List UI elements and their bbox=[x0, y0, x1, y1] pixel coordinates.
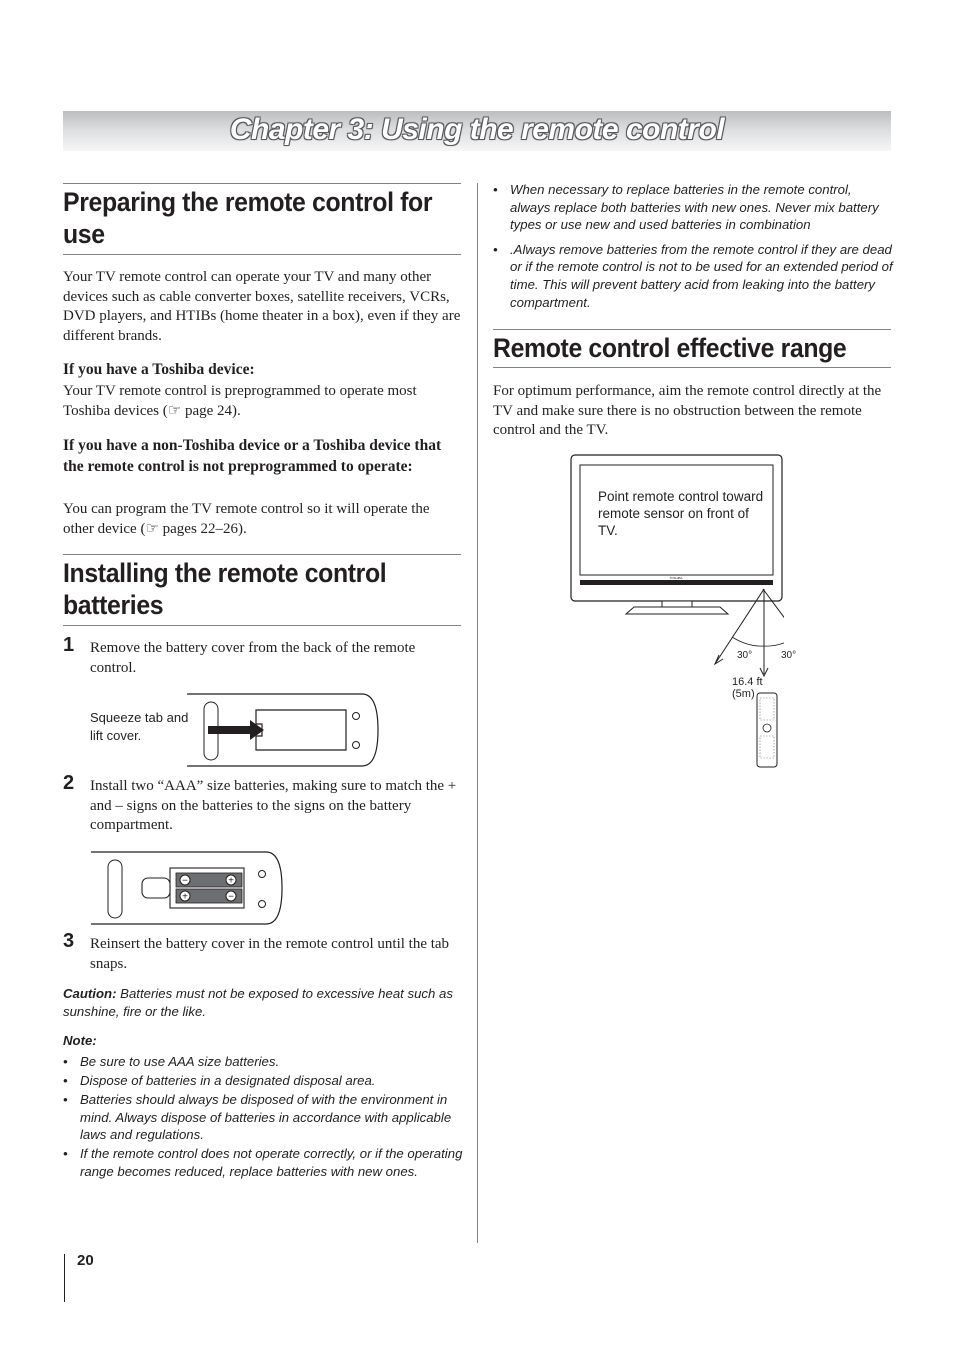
preparing-intro: Your TV remote control can operate your TV and many other devices such as cable converter boxes, satellite receivers, VCRs, DVD players, and HTIBs (home theater in a box), even if they are different brands. bbox=[63, 269, 461, 344]
battery-notes-list bbox=[493, 181, 893, 311]
range-text: For optimum performance, aim the remote control directly at the TV and make sure there is no obstruction between the remote control and the TV. bbox=[493, 383, 882, 438]
note-item bbox=[63, 1091, 463, 1144]
step-text: Install two “AAA” size batteries, making sure to match the + and – signs on the batteries to the signs on the battery compartment. bbox=[90, 778, 457, 833]
svg-text:+: + bbox=[182, 891, 188, 903]
section-rule bbox=[63, 554, 461, 555]
chapter-banner bbox=[63, 111, 891, 151]
non-toshiba-heading: If you have a non-Toshiba device or a Toshiba device that the remote control is not preprogrammed to operate: bbox=[63, 437, 442, 475]
installing-title: Installing the remote control batteries bbox=[63, 558, 387, 620]
step-number: 2 bbox=[63, 772, 75, 794]
svg-text:+: + bbox=[228, 875, 234, 887]
step-text: Reinsert the battery cover in the remote control until the tab snaps. bbox=[90, 936, 450, 972]
note-item bbox=[63, 1145, 463, 1180]
note-item bbox=[493, 241, 893, 311]
tv-brand-mark: TOSHIBA bbox=[669, 576, 683, 580]
column-divider bbox=[477, 183, 478, 1243]
non-toshiba-text: You can program the TV remote control so it will operate the other device (☞ pages 22–26). bbox=[63, 501, 430, 537]
step-text: Remove the battery cover from the back of the remote control. bbox=[90, 640, 416, 676]
chapter-title: Chapter 3: Using the remote control bbox=[229, 113, 725, 146]
note-text: Be sure to use AAA size batteries. bbox=[80, 1054, 280, 1069]
tv-screen-caption: Point remote control toward remote sensor on front of TV. bbox=[598, 489, 764, 538]
section-rule bbox=[63, 625, 461, 626]
bullet: • bbox=[493, 241, 498, 257]
range-title: Remote control effective range bbox=[493, 333, 847, 363]
caution-text: Batteries must not be exposed to excessive heat such as sunshine, fire or the like. bbox=[63, 986, 453, 1019]
preparing-heading bbox=[63, 186, 483, 250]
page-number: 20 bbox=[77, 1252, 94, 1269]
angle-right-label: 30° bbox=[781, 650, 797, 661]
range-figure bbox=[570, 454, 797, 774]
note-text: .Always remove batteries from the remote control if they are dead or if the remote control is not to be used for an extended period of time. This will prevent battery acid from leaking into the battery compartment. bbox=[510, 241, 893, 310]
note-list bbox=[63, 1053, 463, 1181]
note-item bbox=[493, 181, 893, 234]
page-number-rule bbox=[64, 1254, 65, 1302]
installing-heading bbox=[63, 557, 483, 621]
battery-compartment-illustration bbox=[90, 850, 286, 926]
svg-text:−: − bbox=[228, 891, 234, 903]
step-number: 1 bbox=[63, 634, 75, 656]
distance-label: 16.4 ft (5m) bbox=[732, 676, 763, 700]
caution-paragraph bbox=[63, 985, 461, 1020]
bullet: • bbox=[63, 1054, 68, 1069]
svg-text:−: − bbox=[182, 875, 188, 887]
bullet: • bbox=[63, 1146, 68, 1162]
bullet: • bbox=[493, 182, 498, 197]
note-text: If the remote control does not operate correctly, or if the operating range becomes reduced, replace batteries with new ones. bbox=[80, 1146, 463, 1180]
caution-label: Caution: bbox=[63, 986, 117, 1001]
preparing-title: Preparing the remote control for use bbox=[63, 187, 433, 249]
section-rule bbox=[63, 254, 461, 255]
note-item bbox=[63, 1072, 463, 1090]
section-rule bbox=[493, 367, 891, 368]
toshiba-heading: If you have a Toshiba device: bbox=[63, 361, 255, 378]
note-label: Note: bbox=[63, 1033, 97, 1048]
note-text: When necessary to replace batteries in the remote control, always replace both batteries with new ones. Never mix battery types or use new and used batteries in combination bbox=[510, 182, 879, 233]
range-heading bbox=[493, 332, 913, 364]
bullet: • bbox=[63, 1073, 68, 1089]
step-number: 3 bbox=[63, 930, 75, 952]
section-rule bbox=[493, 329, 891, 330]
section-rule bbox=[63, 183, 461, 184]
note-text: Dispose of batteries in a designated disposal area. bbox=[80, 1073, 376, 1089]
angle-left-label: 30° bbox=[737, 650, 753, 661]
note-item bbox=[63, 1053, 463, 1071]
toshiba-text: Your TV remote control is preprogrammed to operate most Toshiba devices (☞ page 24). bbox=[63, 383, 417, 419]
note-text: Batteries should always be disposed of with the environment in mind. Always dispose of batteries in accordance with applicable laws and regulations. bbox=[80, 1092, 452, 1143]
figure-caption: Squeeze tab and lift cover. bbox=[90, 710, 189, 743]
battery-cover-illustration bbox=[186, 692, 382, 768]
bullet: • bbox=[63, 1092, 68, 1108]
